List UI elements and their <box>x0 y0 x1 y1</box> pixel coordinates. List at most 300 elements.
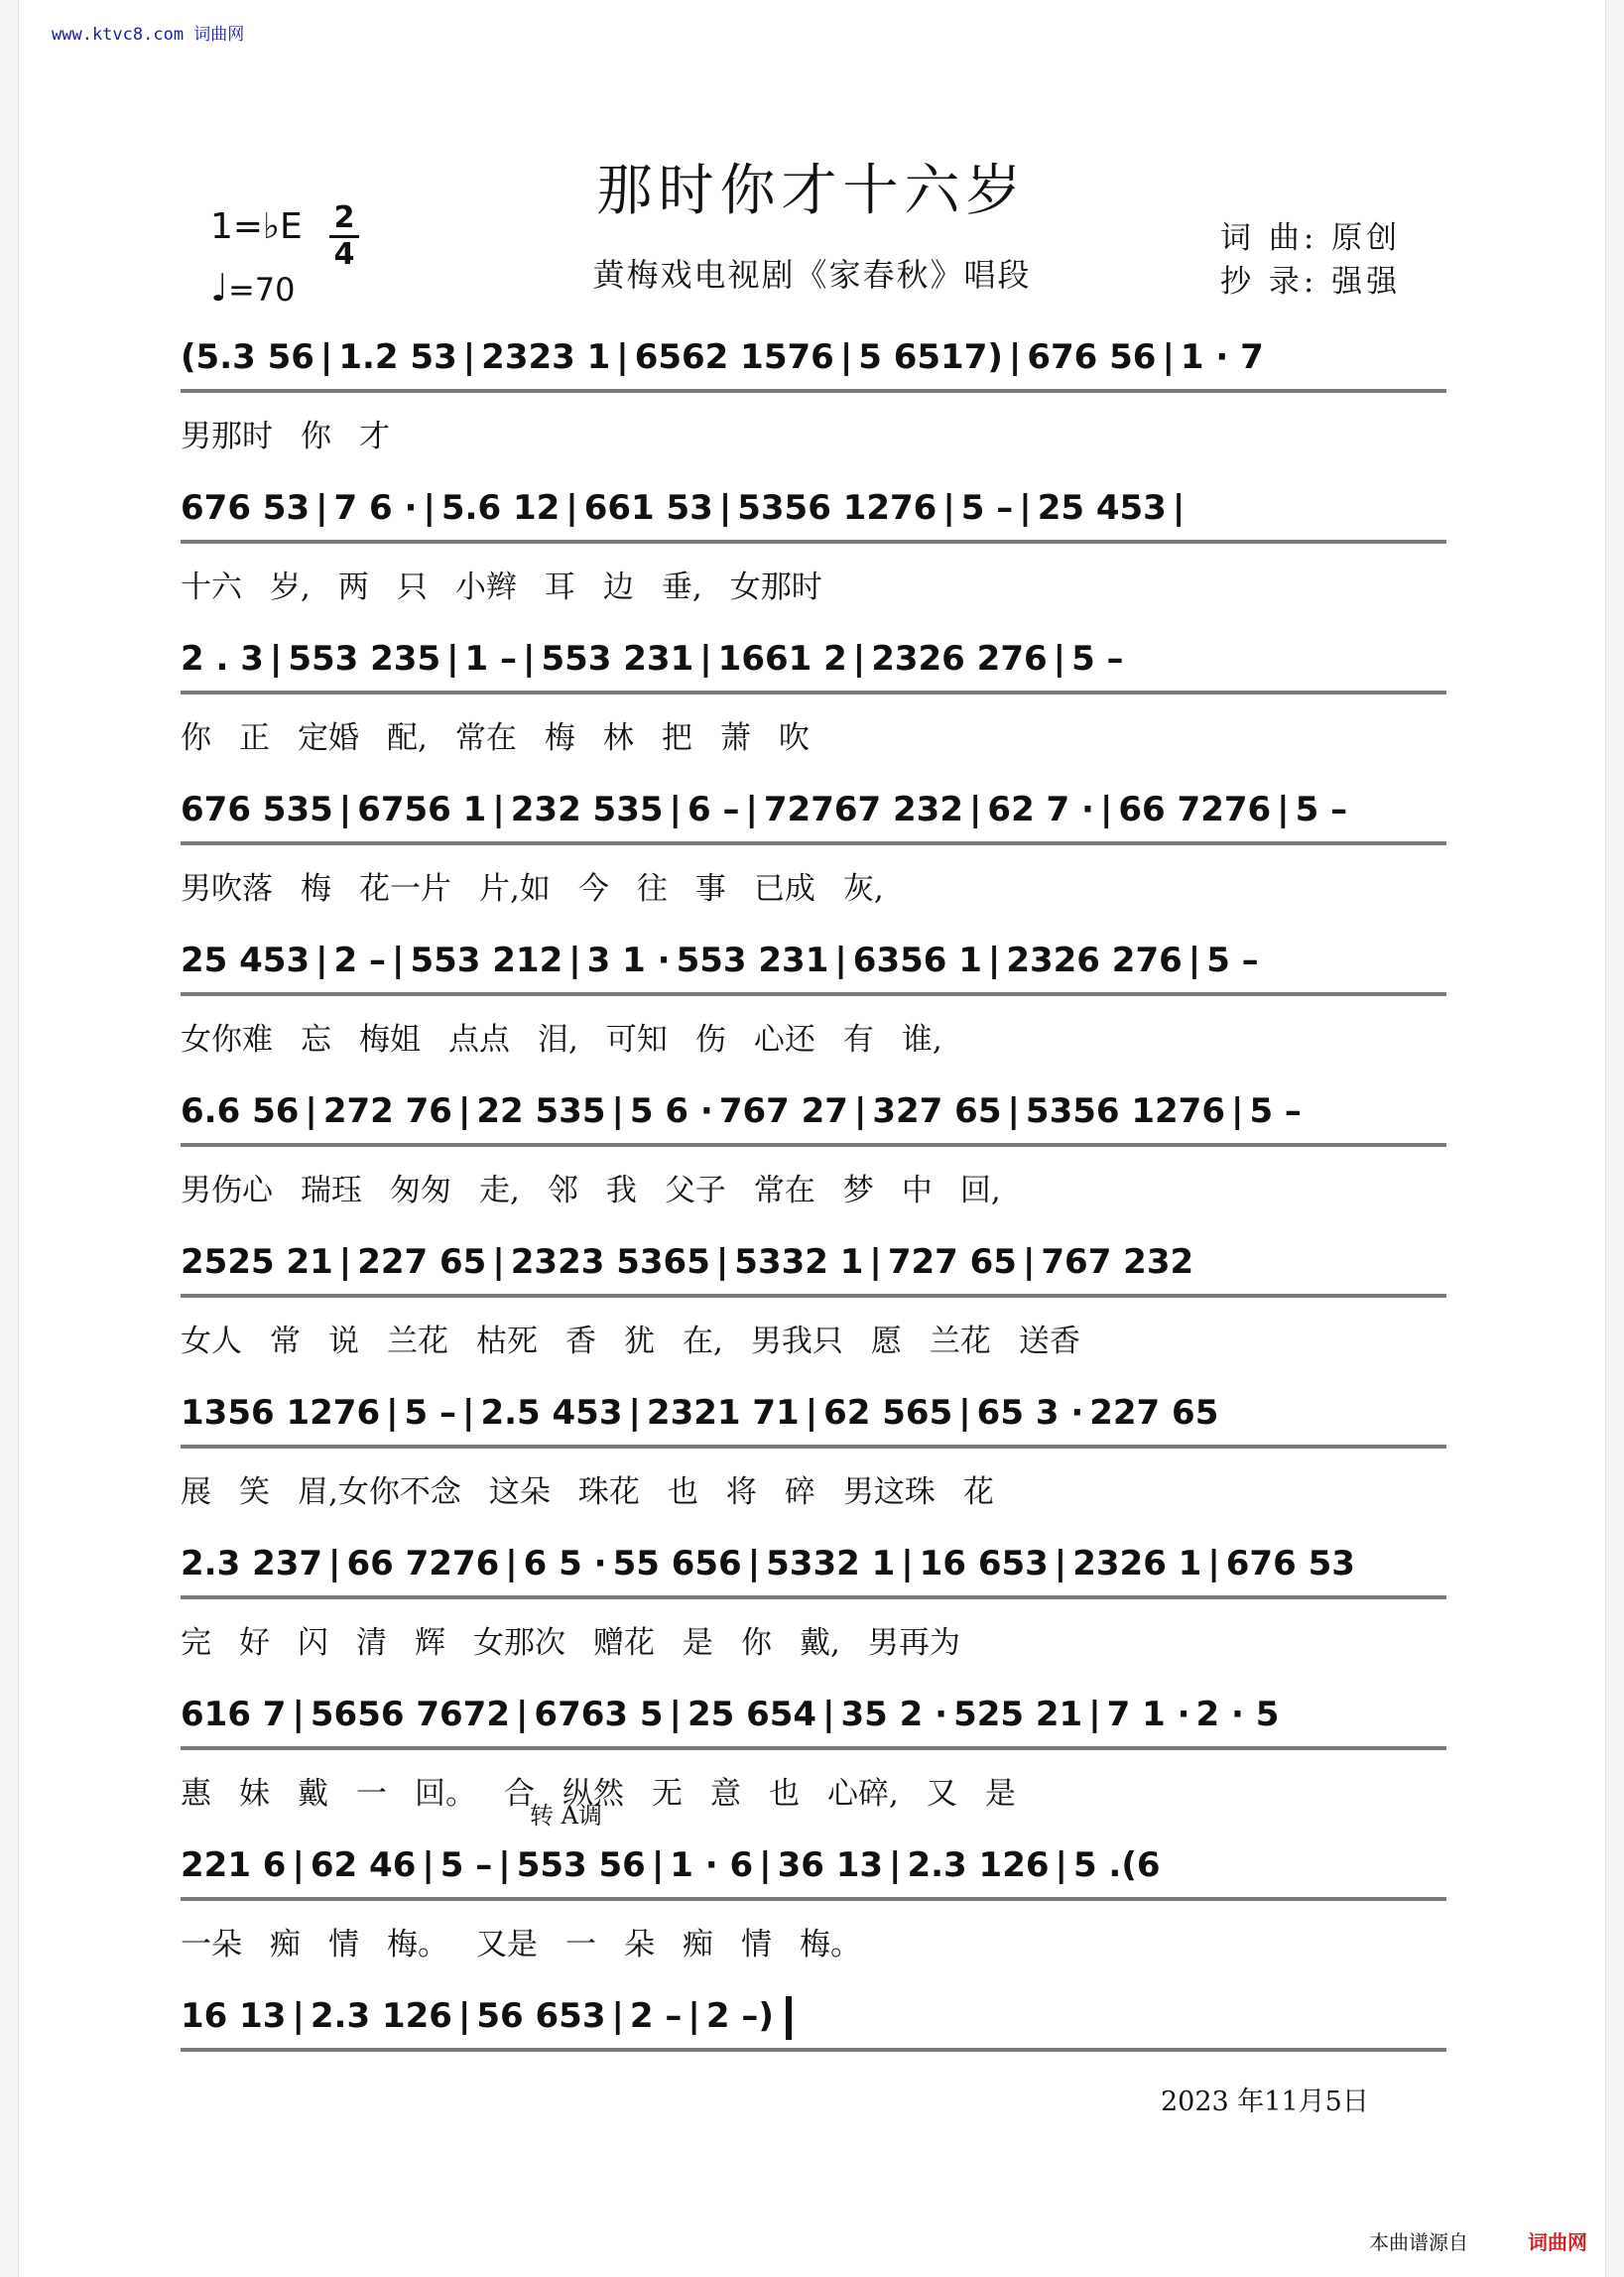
notation-line <box>181 327 1446 387</box>
notation-line <box>181 780 1446 839</box>
bar-line: | <box>839 337 853 377</box>
bar-line: | <box>338 1242 352 1282</box>
annotation-text: 转 A调 <box>530 1802 602 1830</box>
lyric-word: 一 <box>356 1776 387 1812</box>
bar-line: | <box>565 488 578 528</box>
note-group: 553 56 <box>516 1845 646 1885</box>
note-group: 2326 276 <box>1006 941 1183 980</box>
lyric-word: 常在 <box>753 1173 815 1208</box>
music-system <box>181 629 1446 768</box>
note-group: 3 1 · <box>586 941 671 980</box>
note-group: 6 – <box>687 790 740 829</box>
bar-line: | <box>269 639 283 679</box>
note-group: 6.6 56 <box>181 1091 300 1131</box>
music-system <box>181 1232 1446 1371</box>
note-group: 62 7 · <box>987 790 1094 829</box>
lyric-word: 好 <box>239 1625 270 1661</box>
lyric-word: 伤 <box>694 1022 726 1058</box>
music-system <box>181 780 1446 919</box>
note-group: 1 · 6 <box>670 1845 754 1885</box>
notation-line <box>181 1835 1446 1895</box>
lyric-word: 匆匆 <box>390 1173 451 1208</box>
bar-line: | <box>1162 337 1175 377</box>
lyric-word: 女那次 <box>473 1625 565 1661</box>
lyric-word: 在, <box>683 1324 723 1359</box>
lyric-word: 这朵 <box>488 1474 551 1510</box>
note-group: 5 – <box>1249 1091 1302 1131</box>
bar-line: | <box>1187 941 1201 980</box>
notation-line <box>181 1685 1446 1744</box>
note-group: 2525 21 <box>181 1242 333 1282</box>
notation-line <box>181 1383 1446 1443</box>
lyric-word: 耳 <box>544 569 575 605</box>
lyric-word: 一朵 <box>181 1927 242 1962</box>
lyric-word: 灰, <box>842 871 884 907</box>
bar-line: | <box>651 1845 665 1885</box>
lyric-word: 心碎, <box>827 1776 899 1812</box>
left-margin-watermark <box>0 0 19 2277</box>
bar-line: | <box>338 790 352 829</box>
lyric-word: 情 <box>741 1927 772 1962</box>
bar-line: | <box>462 1393 475 1433</box>
music-system <box>181 1383 1446 1522</box>
notation-line <box>181 1081 1446 1141</box>
note-group: 2 · 5 <box>1195 1695 1280 1734</box>
note-group: 2326 1 <box>1072 1544 1202 1583</box>
lyric-word: 兰花 <box>387 1324 448 1359</box>
lyric-word: 男那时 <box>181 419 273 454</box>
lyric-word: 吹 <box>778 720 810 756</box>
note-group: 6763 5 <box>534 1695 664 1734</box>
lyrics-line <box>181 1470 1446 1514</box>
bar-line: | <box>611 1996 624 2036</box>
footer <box>1369 2226 1587 2255</box>
note-group: 616 7 <box>181 1695 287 1734</box>
bar-line: | <box>1007 1091 1020 1131</box>
note-group: 525 21 <box>953 1695 1083 1734</box>
note-group: 2 –) <box>705 1996 774 2036</box>
lyrics-line <box>181 867 1446 911</box>
lyric-word: 眉,女你不念 <box>298 1474 461 1510</box>
lyric-word: 往 <box>636 871 668 907</box>
lyric-word: 回, <box>959 1173 1001 1208</box>
lyric-word: 可知 <box>605 1022 668 1058</box>
lyric-word: 梦 <box>842 1173 874 1208</box>
lyrics-line <box>181 566 1446 609</box>
lyric-word: 才 <box>359 419 390 454</box>
bar-line: | <box>834 941 847 980</box>
lyrics-line <box>181 716 1446 760</box>
lyric-word: 小辫 <box>454 569 517 605</box>
lyric-word: 花一片 <box>359 871 451 907</box>
lyric-word: 正 <box>239 720 270 756</box>
notation-line <box>181 629 1446 689</box>
bar-line: | <box>292 1695 305 1734</box>
note-group: 5.6 12 <box>440 488 561 528</box>
lyric-word: 你 <box>301 419 331 454</box>
lyrics-line <box>181 1018 1446 1062</box>
note-group: 22 535 <box>476 1091 606 1131</box>
note-group: 25 453 <box>1037 488 1167 528</box>
note-group: 1 – <box>464 639 518 679</box>
song-title: 那时你才十六岁 <box>596 159 1028 223</box>
lyric-word: 只 <box>396 569 428 605</box>
music-system <box>181 1534 1446 1673</box>
lyric-word: 心还 <box>753 1022 815 1058</box>
note-group: 5 6517) <box>858 337 1003 377</box>
lyric-word: 男这珠 <box>842 1474 936 1510</box>
note-group: 6756 1 <box>357 790 487 829</box>
bar-line: | <box>852 639 866 679</box>
lyric-word: 已成 <box>753 871 815 907</box>
lyric-word: 中 <box>901 1173 933 1208</box>
time-top: 2 <box>333 200 355 235</box>
bar-line: | <box>315 488 328 528</box>
note-group: 2.3 237 <box>181 1544 323 1583</box>
note-group: 232 535 <box>510 790 664 829</box>
note-group: 553 231 <box>541 639 694 679</box>
bar-line: | <box>669 790 682 829</box>
bar-line: | <box>328 1544 341 1583</box>
bar-line: | <box>1172 488 1186 528</box>
lyric-word: 是 <box>984 1776 1016 1812</box>
lyrics-line <box>181 1923 1446 1966</box>
note-group: 62 565 <box>823 1393 953 1433</box>
lyric-word: 碎 <box>784 1474 815 1510</box>
lyric-word: 朵 <box>624 1927 655 1962</box>
lyrics-line <box>181 1169 1446 1212</box>
notation-line <box>181 1232 1446 1292</box>
lyric-word: 珠花 <box>577 1474 640 1510</box>
note-group: 35 2 · <box>840 1695 948 1734</box>
lyric-word: 笑 <box>239 1474 270 1510</box>
note-group: 661 53 <box>583 488 713 528</box>
note-group: 2.3 126 <box>310 1996 452 2036</box>
lyric-word: 也 <box>667 1474 698 1510</box>
note-group: 2.5 453 <box>480 1393 623 1433</box>
lyric-word: 邻 <box>547 1173 578 1208</box>
note-group: 36 13 <box>777 1845 884 1885</box>
lyric-word: 事 <box>694 871 726 907</box>
lyric-word: 展 <box>181 1474 211 1510</box>
note-group: 1356 1276 <box>181 1393 381 1433</box>
lyric-word: 你 <box>741 1625 772 1661</box>
lyric-word: 妹 <box>239 1776 270 1812</box>
lyric-word: 把 <box>661 720 692 756</box>
bar-line: | <box>492 790 505 829</box>
bar-line: | <box>718 488 732 528</box>
notation-line <box>181 1986 1446 2046</box>
bar-line: | <box>1053 639 1066 679</box>
note-group: 227 65 <box>357 1242 487 1282</box>
lyric-word: 犹 <box>624 1324 655 1359</box>
lyric-word: 合 <box>504 1776 535 1812</box>
note-group: 5 – <box>404 1393 457 1433</box>
right-margin-watermark <box>1605 0 1624 2277</box>
lyric-word: 回。 <box>415 1776 476 1812</box>
lyric-word: 梅。 <box>800 1927 861 1962</box>
note-group: 16 653 <box>919 1544 1049 1583</box>
music-system <box>181 1081 1446 1220</box>
lyric-word: 十六 <box>181 569 242 605</box>
bar-line: | <box>889 1845 902 1885</box>
bar-line: | <box>745 790 758 829</box>
rhythm-underline <box>181 1746 1446 1750</box>
bar-line: | <box>987 941 1001 980</box>
lyric-word: 梅 <box>544 720 575 756</box>
notation-line <box>181 478 1446 538</box>
lyric-word: 片,如 <box>479 871 551 907</box>
note-group: 5 – <box>1295 790 1348 829</box>
lyric-word: 常 <box>270 1324 301 1359</box>
lyric-word: 花 <box>962 1474 994 1510</box>
note-group: 2 – <box>629 1996 683 2036</box>
lyric-word: 男再为 <box>867 1625 960 1661</box>
lyric-word: 赠花 <box>593 1625 655 1661</box>
lyric-word: 常在 <box>454 720 517 756</box>
bar-line: | <box>523 639 536 679</box>
lyric-word: 边 <box>602 569 634 605</box>
lyric-word: 无 <box>652 1776 683 1812</box>
lyric-word: 情 <box>328 1927 359 1962</box>
bar-line: | <box>1019 488 1032 528</box>
note-group: 66 7276 <box>1118 790 1272 829</box>
lyric-word: 萧 <box>719 720 751 756</box>
bar-line: | <box>505 1544 518 1583</box>
note-group: 5 6 · <box>629 1091 713 1131</box>
rhythm-underline <box>181 1595 1446 1599</box>
bar-line: | <box>315 941 328 980</box>
rhythm-underline <box>181 1897 1446 1901</box>
lyric-word: 完 <box>181 1625 211 1661</box>
modulation-annotation <box>181 1796 1446 1831</box>
note-group: 5 – <box>1071 639 1124 679</box>
lyric-word: 男伤心 <box>181 1173 273 1208</box>
bar-line: | <box>1054 1544 1067 1583</box>
bar-line: | <box>968 790 982 829</box>
note-group: 767 27 <box>718 1091 848 1131</box>
note-group: 5332 1 <box>734 1242 864 1282</box>
note-group: (5.3 56 <box>181 337 314 377</box>
rhythm-underline <box>181 2048 1446 2052</box>
bar-line: | <box>462 337 476 377</box>
lyric-word: 兰花 <box>929 1324 991 1359</box>
composer-credit: 词 曲: 原创 <box>1220 220 1402 256</box>
note-group: 2326 276 <box>871 639 1048 679</box>
note-group: 65 3 · <box>976 1393 1084 1433</box>
bar-line: | <box>901 1544 914 1583</box>
lyric-word: 女人 <box>181 1324 242 1359</box>
bar-line: | <box>611 1091 624 1131</box>
note-group: 16 13 <box>181 1996 287 2036</box>
lyric-word: 愿 <box>870 1324 902 1359</box>
note-group: 25 453 <box>181 941 311 980</box>
rhythm-underline <box>181 1445 1446 1449</box>
tempo-value: =70 <box>227 271 296 309</box>
notation-line <box>181 931 1446 990</box>
lyric-word: 将 <box>725 1474 757 1510</box>
bar-line: | <box>423 488 436 528</box>
bar-line: | <box>747 1544 761 1583</box>
transcriber-credit: 抄 录: 强强 <box>1220 264 1402 300</box>
note-group: 66 7276 <box>346 1544 500 1583</box>
lyric-word: 痴 <box>683 1927 713 1962</box>
lyric-word: 有 <box>842 1022 874 1058</box>
rhythm-underline <box>181 540 1446 544</box>
note-group: 2321 71 <box>646 1393 800 1433</box>
lyric-word: 梅。 <box>387 1927 448 1962</box>
bar-line: | <box>319 337 333 377</box>
note-group: 5656 7672 <box>310 1695 510 1734</box>
lyric-word: 清 <box>356 1625 387 1661</box>
bar-line: | <box>958 1393 971 1433</box>
lyrics-line <box>181 1621 1446 1665</box>
bar-line: | <box>422 1845 435 1885</box>
rhythm-underline <box>181 389 1446 393</box>
lyric-word: 又是 <box>476 1927 538 1962</box>
notation-line <box>181 1534 1446 1593</box>
bar-line: | <box>699 639 712 679</box>
bar-line: | <box>292 1845 305 1885</box>
final-barline <box>786 1996 792 2040</box>
bar-line: | <box>568 941 581 980</box>
key-signature: 1=♭E <box>210 206 303 247</box>
lyric-word: 香 <box>565 1324 596 1359</box>
note-group: 6562 1576 <box>634 337 834 377</box>
note-group: 2323 5365 <box>510 1242 710 1282</box>
note-group: 767 232 <box>1041 1242 1194 1282</box>
bar-line: | <box>822 1695 835 1734</box>
lyric-word: 走, <box>479 1173 520 1208</box>
bar-line: | <box>805 1393 818 1433</box>
note-group: 1 · 7 <box>1180 337 1264 377</box>
quarter-note-icon: ♩ <box>210 266 228 310</box>
bar-line: | <box>759 1845 772 1885</box>
note-group: 6356 1 <box>852 941 982 980</box>
note-group: 72767 232 <box>763 790 963 829</box>
bar-line: | <box>669 1695 682 1734</box>
lyric-word: 枯死 <box>476 1324 538 1359</box>
note-group: 6 5 · <box>523 1544 607 1583</box>
bar-line: | <box>869 1242 882 1282</box>
lyric-word: 梅 <box>301 871 331 907</box>
note-group: 5332 1 <box>766 1544 896 1583</box>
lyric-word: 也 <box>769 1776 800 1812</box>
lyric-word: 男我只 <box>750 1324 843 1359</box>
lyric-word: 我 <box>605 1173 637 1208</box>
note-group: 2 . 3 <box>181 639 264 679</box>
bar-line: | <box>616 337 629 377</box>
lyric-word: 林 <box>602 720 634 756</box>
bar-line: | <box>498 1845 511 1885</box>
note-group: 2323 1 <box>481 337 611 377</box>
bar-line: | <box>457 1996 471 2036</box>
note-group: 25 654 <box>687 1695 817 1734</box>
lyric-word: 两 <box>337 569 369 605</box>
lyric-word: 梅姐 <box>359 1022 421 1058</box>
footer-brand[interactable]: 词曲网 <box>1528 2230 1587 2254</box>
note-group: 5 – <box>439 1845 493 1885</box>
rhythm-underline <box>181 841 1446 845</box>
note-group: 5356 1276 <box>737 488 937 528</box>
lyric-word: 意 <box>710 1776 741 1812</box>
lyrics-line <box>181 1320 1446 1363</box>
music-system <box>181 931 1446 1070</box>
music-system <box>181 327 1446 466</box>
note-group: 221 6 <box>181 1845 287 1885</box>
lyric-word: 父子 <box>664 1173 726 1208</box>
lyric-word: 戴 <box>298 1776 328 1812</box>
note-group: 5 .(6 <box>1072 1845 1161 1885</box>
lyric-word: 一 <box>565 1927 596 1962</box>
note-group: 727 65 <box>887 1242 1017 1282</box>
lyric-word: 岁, <box>270 569 311 605</box>
lyric-word: 女那时 <box>729 569 822 605</box>
rhythm-underline <box>181 691 1446 695</box>
rhythm-underline <box>181 1294 1446 1298</box>
subtitle: 黄梅戏电视剧《家春秋》唱段 <box>592 256 1032 294</box>
note-group: 56 653 <box>476 1996 606 2036</box>
bar-line: | <box>1231 1091 1244 1131</box>
note-group: 227 65 <box>1089 1393 1219 1433</box>
bar-line: | <box>853 1091 867 1131</box>
note-group: 2 – <box>333 941 387 980</box>
footer-source: 本曲谱源自 <box>1369 2230 1468 2254</box>
bar-line: | <box>715 1242 729 1282</box>
site-url[interactable]: www.ktvc8.com 词曲网 <box>52 25 245 45</box>
note-group: 55 656 <box>612 1544 742 1583</box>
lyric-word: 定婚 <box>298 720 359 756</box>
bar-line: | <box>1008 337 1022 377</box>
bar-line: | <box>1088 1695 1101 1734</box>
note-group: 1661 2 <box>717 639 847 679</box>
lyric-word: 今 <box>577 871 609 907</box>
lyrics-line <box>181 415 1446 458</box>
lyric-word: 说 <box>328 1324 359 1359</box>
note-group: 5 – <box>960 488 1014 528</box>
bar-line: | <box>687 1996 700 2036</box>
note-group: 676 535 <box>181 790 333 829</box>
bar-line: | <box>628 1393 641 1433</box>
note-group: 676 53 <box>181 488 311 528</box>
music-system <box>181 478 1446 617</box>
bar-line: | <box>292 1996 305 2036</box>
bar-line: | <box>1207 1544 1220 1583</box>
note-group: 1.2 53 <box>338 337 457 377</box>
rhythm-underline <box>181 992 1446 996</box>
lyric-word: 谁, <box>901 1022 942 1058</box>
lyric-word: 点点 <box>448 1022 510 1058</box>
bar-line: | <box>457 1091 471 1131</box>
note-group: 327 65 <box>872 1091 1002 1131</box>
lyric-word: 配, <box>387 720 428 756</box>
rhythm-underline <box>181 1143 1446 1147</box>
note-group: 5 – <box>1206 941 1259 980</box>
lyric-word: 男吹落 <box>181 871 273 907</box>
lyric-word: 忘 <box>301 1022 331 1058</box>
lyric-word: 戴, <box>800 1625 840 1661</box>
lyric-word: 痴 <box>270 1927 301 1962</box>
bar-line: | <box>1099 790 1113 829</box>
lyric-word: 惠 <box>181 1776 211 1812</box>
note-group: 272 76 <box>322 1091 452 1131</box>
lyric-word: 纵然 <box>562 1776 624 1812</box>
music-system <box>181 1802 1446 1974</box>
transcription-date: 2023 年11月5日 <box>1161 2087 1369 2117</box>
bar-line: | <box>305 1091 317 1131</box>
lyric-word: 辉 <box>415 1625 445 1661</box>
bar-line: | <box>516 1695 529 1734</box>
